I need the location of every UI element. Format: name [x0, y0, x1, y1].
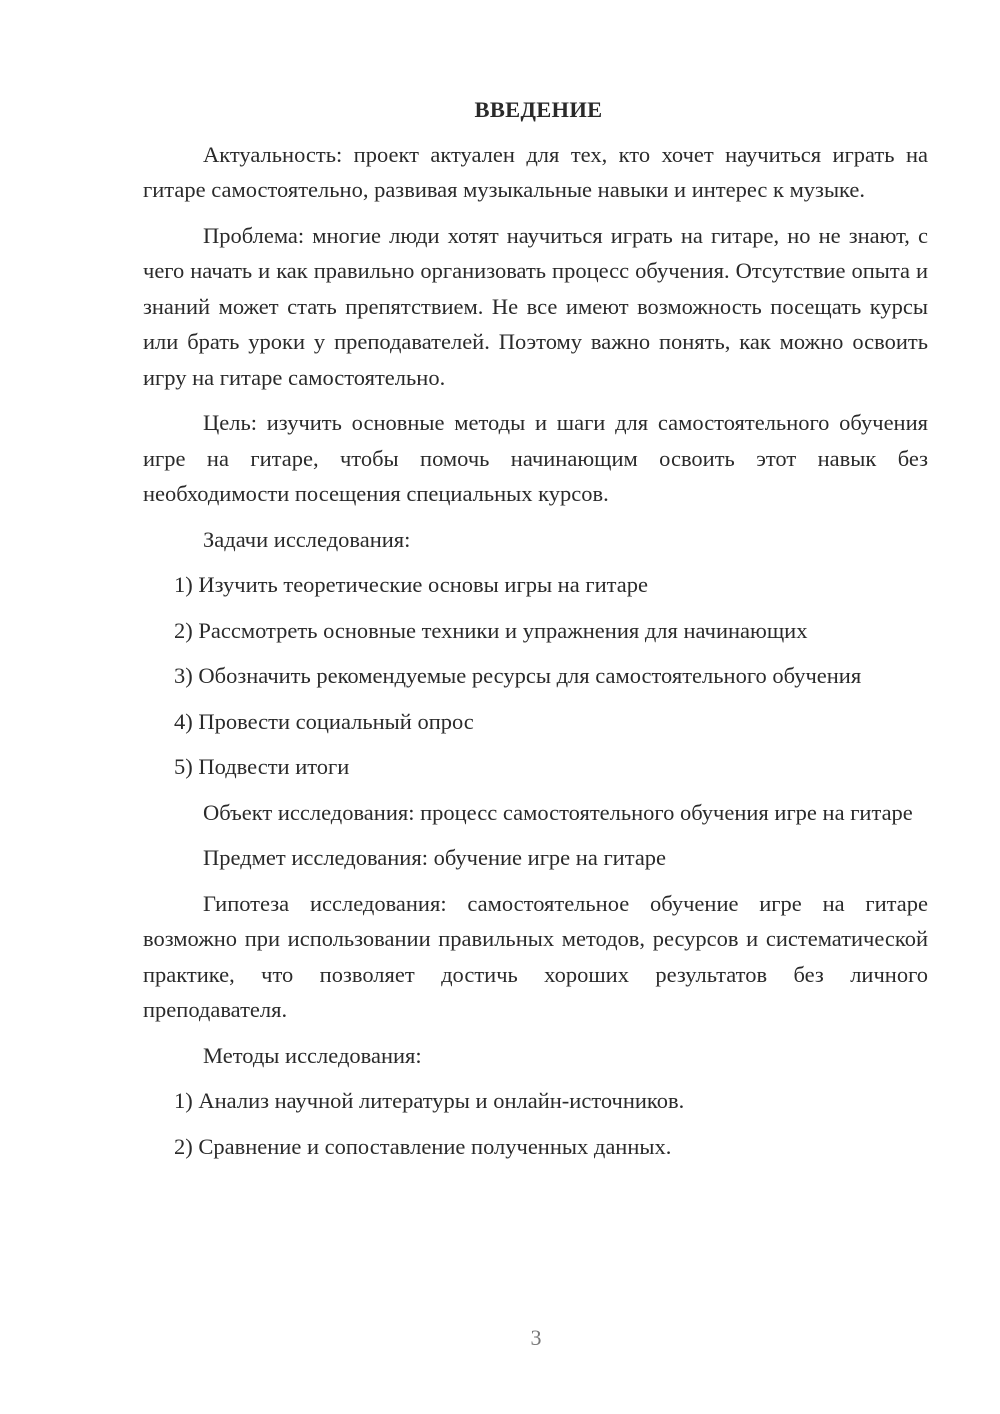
- tasks-list: [143, 567, 928, 785]
- method-item-1: 1) Анализ научной литературы и онлайн-источников.: [174, 1088, 685, 1113]
- methods-heading: Методы исследования:: [203, 1042, 422, 1068]
- object-paragraph: Объект исследования: процесс самостоятельного обучения игре на гитаре: [203, 799, 913, 825]
- methods-list: [143, 1083, 928, 1164]
- goal-paragraph: Цель: изучить основные методы и шаги для самостоятельного обучения игре на гитаре, чтобы помочь начинающим освоить этот навык без необходимости посещения специальных курсов.: [143, 410, 928, 506]
- task-item-3: 3) Обозначить рекомендуемые ресурсы для самостоятельного обучения: [174, 663, 862, 688]
- problem-paragraph: Проблема: многие люди хотят научиться играть на гитаре, но не знают, с чего начать и как правильно организовать процесс обучения. Отсутствие опыта и знаний может стать препятствием. Не все имеют возможность посещать курсы или брать уроки у преподавателей. Поэтому важно понять, как можно освоить игру на гитаре самостоятельно.: [143, 222, 928, 390]
- subject-paragraph: Предмет исследования: обучение игре на гитаре: [203, 845, 667, 870]
- task-item-2: 2) Рассмотреть основные техники и упражнения для начинающих: [174, 617, 808, 643]
- section-title: ВВЕДЕНИЕ: [474, 97, 603, 122]
- task-item-5: 5) Подвести итоги: [174, 754, 350, 779]
- task-item-1: 1) Изучить теоретические основы игры на гитаре: [174, 572, 648, 597]
- tasks-heading: Задачи исследования:: [203, 526, 411, 552]
- document-body: [143, 92, 928, 1174]
- relevance-paragraph: Актуальность: проект актуален для тех, кто хочет научиться играть на гитаре самостоятельно, развивая музыкальные навыки и интерес к музыке.: [143, 141, 928, 202]
- task-item-4: 4) Провести социальный опрос: [174, 708, 474, 734]
- method-item-2: 2) Сравнение и сопоставление полученных данных.: [174, 1133, 672, 1159]
- hypothesis-paragraph: Гипотеза исследования: самостоятельное обучение игре на гитаре возможно при использовании правильных методов, ресурсов и систематической практике, что позволяет достичь хороших результатов без личного преподавателя.: [143, 890, 928, 1022]
- page-number: 3: [530, 1325, 542, 1350]
